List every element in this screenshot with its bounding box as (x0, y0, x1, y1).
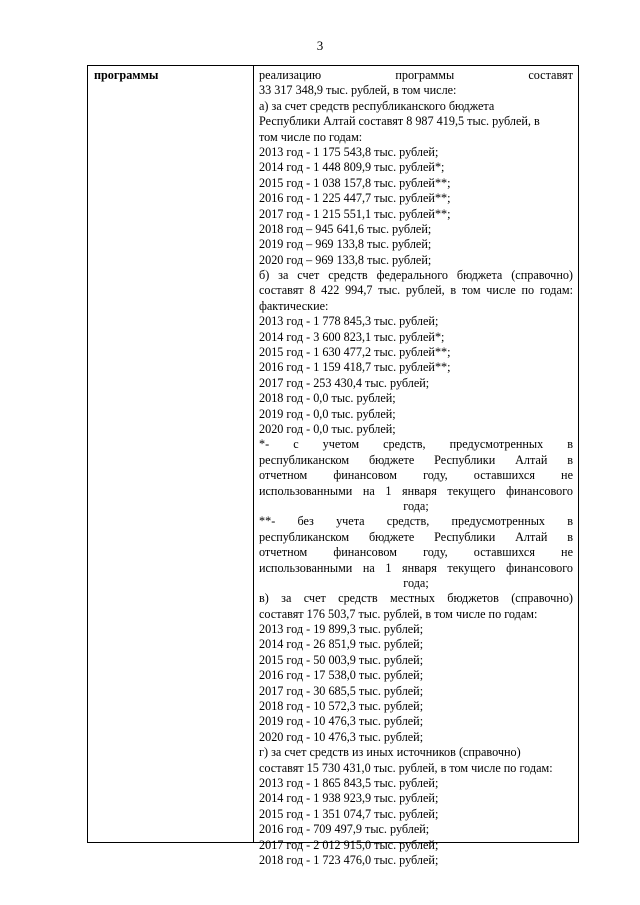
text-line: 2015 год - 1 038 157,8 тыс. рублей**; (259, 175, 451, 190)
text-line: фактические: (259, 298, 329, 313)
text-line: года; (403, 575, 429, 590)
text-line: 2019 год - 0,0 тыс. рублей; (259, 406, 396, 421)
text-line: использованными на 1 января текущего финансового (259, 560, 573, 575)
text-line: 2014 год - 1 938 923,9 тыс. рублей; (259, 791, 439, 806)
text-line: г) за счет средств из иных источников (справочно) (259, 745, 521, 760)
text-line: составят 176 503,7 тыс. рублей, в том числе по годам: (259, 606, 538, 621)
text-line: в) за счет средств местных бюджетов (справочно) (259, 591, 573, 606)
text-line: республиканском бюджете Республики Алтай в (259, 529, 573, 544)
text-line: 2013 год - 1 778 845,3 тыс. рублей; (259, 314, 439, 329)
text-line: 2013 год - 1 175 543,8 тыс. рублей; (259, 144, 439, 159)
text-line: реализацию программы составят (259, 68, 573, 82)
text-line: составят 8 422 994,7 тыс. рублей, в том числе по годам: (259, 283, 573, 298)
text-line: 2016 год - 1 159 418,7 тыс. рублей**; (259, 360, 451, 375)
text-line: года; (403, 498, 429, 513)
text-line: отчетном финансовом году, оставшихся не (259, 545, 573, 560)
text-line: 2013 год - 1 865 843,5 тыс. рублей; (259, 775, 439, 790)
text-line: а) за счет средств республиканского бюджета (259, 98, 495, 113)
text-line: использованными на 1 января текущего финансового (259, 483, 573, 498)
text-line: отчетном финансовом году, оставшихся не (259, 468, 573, 483)
page-number: 3 (316, 38, 324, 53)
text-line: 2015 год - 1 630 477,2 тыс. рублей**; (259, 345, 451, 360)
table-label-cell: программы (94, 68, 159, 82)
text-line: 2014 год - 26 851,9 тыс. рублей; (259, 637, 424, 652)
text-line: **- без учета средств, предусмотренных в (259, 514, 573, 529)
text-line: республиканском бюджете Республики Алтай в (259, 452, 573, 467)
text-line: 2017 год - 30 685,5 тыс. рублей; (259, 683, 424, 698)
funding-text-cell (259, 68, 573, 868)
text-line: *- с учетом средств, предусмотренных в (259, 437, 573, 452)
text-line: Республики Алтай составят 8 987 419,5 тыс. рублей, в (259, 114, 540, 129)
text-line: 2017 год - 2 012 915,0 тыс. рублей; (259, 837, 439, 852)
text-line: 2018 год - 10 572,3 тыс. рублей; (259, 699, 424, 714)
text-line: 2018 год - 0,0 тыс. рублей; (259, 391, 396, 406)
text-line: 2016 год - 709 497,9 тыс. рублей; (259, 822, 430, 837)
text-line: 2019 год - 10 476,3 тыс. рублей; (259, 714, 424, 729)
text-line: 2019 год – 969 133,8 тыс. рублей; (259, 237, 432, 252)
text-line: 2020 год – 969 133,8 тыс. рублей; (259, 252, 432, 267)
text-line: 2015 год - 50 003,9 тыс. рублей; (259, 652, 424, 667)
text-line: б) за счет средств федерального бюджета (справочно) (259, 268, 573, 283)
text-line: 2016 год - 17 538,0 тыс. рублей; (259, 668, 424, 683)
text-line: 2018 год – 945 641,6 тыс. рублей; (259, 221, 432, 236)
text-line: 2014 год - 3 600 823,1 тыс. рублей*; (259, 329, 445, 344)
text-line: 2018 год - 1 723 476,0 тыс. рублей; (259, 852, 439, 867)
text-line: составят 15 730 431,0 тыс. рублей, в том числе по годам: (259, 760, 553, 775)
funding-table (87, 65, 579, 867)
text-line: 2013 год - 19 899,3 тыс. рублей; (259, 622, 424, 637)
text-line: 2015 год - 1 351 074,7 тыс. рублей; (259, 806, 439, 821)
text-line: 33 317 348,9 тыс. рублей, в том числе: (259, 83, 457, 98)
text-line: том числе по годам: (259, 129, 363, 144)
column-divider (253, 66, 254, 842)
text-line: 2014 год - 1 448 809,9 тыс. рублей*; (259, 160, 445, 175)
text-line: 2017 год - 253 430,4 тыс. рублей; (259, 375, 430, 390)
text-line: 2020 год - 10 476,3 тыс. рублей; (259, 729, 424, 744)
text-line: 2020 год - 0,0 тыс. рублей; (259, 421, 396, 436)
text-line: 2016 год - 1 225 447,7 тыс. рублей**; (259, 191, 451, 206)
text-line: 2017 год - 1 215 551,1 тыс. рублей**; (259, 206, 451, 221)
